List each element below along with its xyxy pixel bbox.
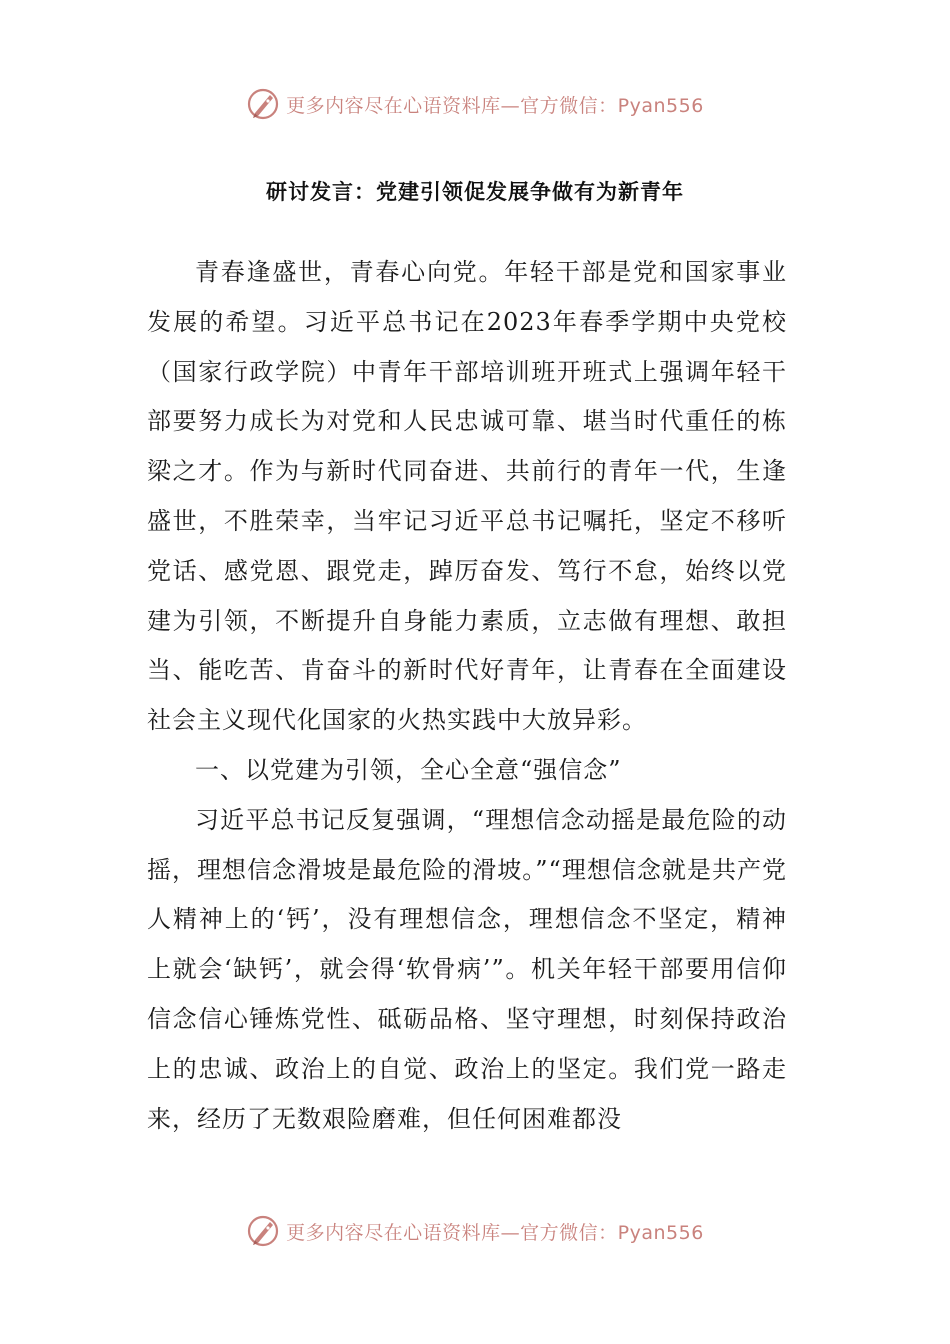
document-title: 研讨发言：党建引领促发展争做有为新青年: [266, 180, 684, 204]
section-heading: 一、以党建为引领，全心全意“强信念”: [195, 755, 622, 784]
pen-logo-icon: [246, 1214, 280, 1248]
watermark-text: 更多内容尽在心语资料库—官方微信：Pyan556: [286, 94, 704, 117]
header-watermark: [0, 84, 950, 124]
document-body: [147, 248, 787, 1144]
pen-logo-icon: [246, 87, 280, 121]
footer-watermark: [0, 1211, 950, 1251]
paragraph-intro: 青春逢盛世，青春心向党。年轻干部是党和国家事业发展的希望。习近平总书记在2023年春季学期中央党校（国家行政学院）中青年干部培训班开班式上强调年轻干部要努力成长为对党和人民忠诚可靠、堪当时代重任的栋梁之才。作为与新时代同奋进、共前行的青年一代，生逢盛世，不胜荣幸，当牢记习近平总书记嘱托，坚定不移听党话、感党恩、跟党走，踔厉奋发、笃行不怠，始终以党建为引领，不断提升自身能力素质，立志做有理想、敢担当、能吃苦、肯奋斗的新时代好青年，让青春在全面建设社会主义现代化国家的火热实践中大放异彩。: [147, 258, 787, 735]
paragraph-section-1: 习近平总书记反复强调，“理想信念动摇是最危险的动摇，理想信念滑坡是最危险的滑坡。”“理想信念就是共产党人精神上的‘钙’，没有理想信念，理想信念不坚定，精神上就会‘缺钙’，就会得‘软骨病’”。机关年轻干部要用信仰信念信心锤炼党性、砥砺品格、坚守理想，时刻保持政治上的忠诚、政治上的自觉、政治上的坚定。我们党一路走来，经历了无数艰险磨难，但任何困难都没: [147, 805, 787, 1133]
watermark-text: 更多内容尽在心语资料库—官方微信：Pyan556: [286, 1221, 704, 1244]
